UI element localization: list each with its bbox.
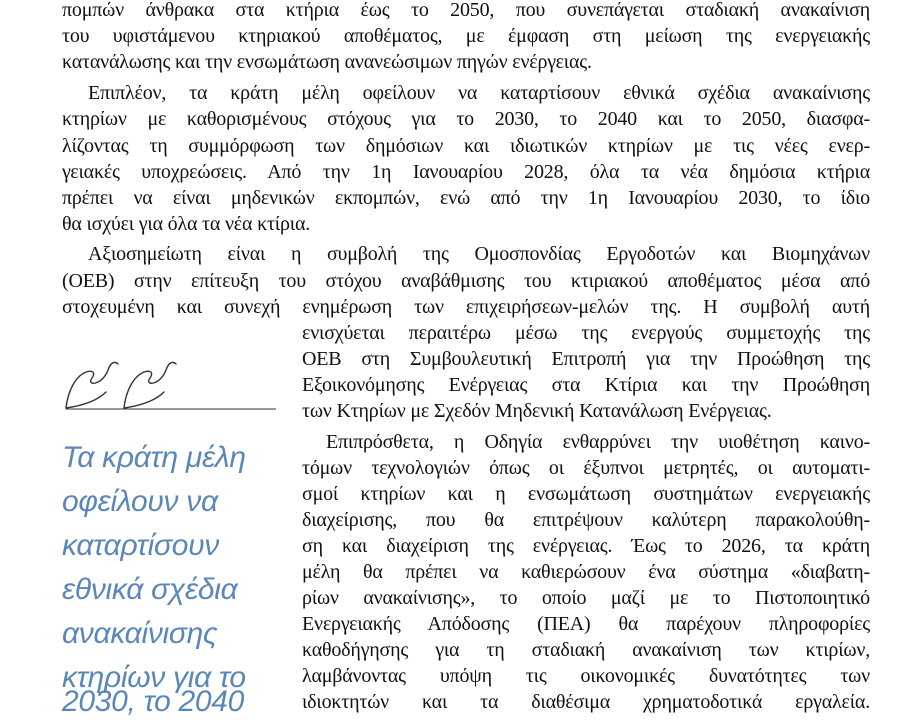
pullquote-line: εθνικά σχέδια bbox=[62, 573, 238, 606]
article-line: πομπών άνθρακα στα κτήρια έως το 2050, που συνεπάγεται σταδιακή ανακαίνιση bbox=[62, 0, 870, 21]
article-line: τόμων τεχνολογιών όπως οι έξυπνοι μετρητές, οι αυτοματι- bbox=[302, 457, 870, 479]
article-line: των Κτηρίων με Σχεδόν Μηδενική Κατανάλωση Ενέργειας. bbox=[302, 400, 772, 422]
article-line: Επιπρόσθετα, η Οδηγία ενθαρρύνει την υιοθέτηση καινο- bbox=[326, 431, 870, 453]
article-line: λαμβάνοντας υπόψη τις οικονομικές δυνατότητες των bbox=[302, 665, 870, 687]
article-line: γειακές υποχρεώσεις. Από την 1η Ιανουαρίου 2028, όλα τα νέα δημόσια κτήρια bbox=[62, 161, 870, 183]
pullquote-line: Τα κράτη μέλη bbox=[62, 441, 246, 474]
article-line: Ενεργειακής Απόδοσης (ΠΕΑ) θα παρέχουν πληροφορίες bbox=[302, 613, 870, 635]
article-line: στοχευμένη και συνεχή ενημέρωση των επιχειρήσεων-μελών της. Η συμβολή αυτή bbox=[62, 296, 870, 318]
pullquote-line: 2030, το 2040 bbox=[62, 685, 245, 718]
article-line: Εξοικονόμησης Ενέργειας στα Κτίρια και την Προώθηση bbox=[302, 374, 870, 396]
article-line: ΟΕΒ στη Συμβουλευτική Επιτροπή για την Προώθηση της bbox=[302, 348, 870, 370]
article-line: διαχείρισης, που θα επιτρέψουν καλύτερη παρακολούθη- bbox=[302, 509, 870, 531]
article-line: κτηρίων με καθορισμένους στόχους για το 2030, το 2040 και το 2050, διασφα- bbox=[62, 108, 870, 130]
article-line: ιδιοκτητών και τα διαθέσιμα χρηματοδοτικά εργαλεία. bbox=[302, 691, 870, 713]
article-line: ενισχύεται περαιτέρω μέσω της ενεργούς συμμετοχής της bbox=[302, 322, 870, 344]
article-line: ρίων ανακαίνισης», το οποίο μαζί με το Πιστοποιητικό bbox=[302, 587, 870, 609]
pullquote-line: καταρτίσουν bbox=[62, 529, 220, 562]
article-line: (ΟΕΒ) στην επίτευξη του στόχου αναβάθμισης του κτιριακού αποθέματος μέσα από bbox=[62, 270, 870, 292]
article-line: μέλη θα πρέπει να καθιερώσουν ένα σύστημα «διαβατη- bbox=[302, 561, 870, 583]
article-line: Αξιοσημείωτη είναι η συμβολή της Ομοσπονδίας Εργοδοτών και Βιομηχάνων bbox=[88, 243, 870, 265]
article-line: καθοδήγησης για τη σταδιακή ανακαίνιση των κτιρίων, bbox=[302, 639, 870, 661]
quote-mark-icon bbox=[62, 352, 278, 414]
article-line: λίζοντας τη συμμόρφωση των δημόσιων και ιδιωτικών κτηρίων με τις νέες ενερ- bbox=[62, 135, 870, 157]
article-line: πρέπει να είναι μηδενικών εκπομπών, ενώ από την 1η Ιανουαρίου 2030, το ίδιο bbox=[62, 187, 870, 209]
article-line: Επιπλέον, τα κράτη μέλη οφείλουν να καταρτίσουν εθνικά σχέδια ανακαίνισης bbox=[88, 82, 870, 104]
article-line: σμοί κτηρίων και η ενσωμάτωση συστημάτων ενεργειακής bbox=[302, 483, 870, 505]
pullquote-line: κτηρίων για το bbox=[62, 661, 246, 694]
article-line: κατανάλωσης και την ενσωμάτωση ανανεώσιμων πηγών ενέργειας. bbox=[62, 51, 592, 73]
pullquote-line: ανακαίνισης bbox=[62, 617, 218, 650]
article-line: ση και διαχείριση της ενέργειας. Έως το 2026, τα κράτη bbox=[302, 535, 870, 557]
article-line: θα ισχύει για όλα τα νέα κτίρια. bbox=[62, 213, 311, 235]
article-line: του υφιστάμενου κτηριακού αποθέματος, με έμφαση στη μείωση της ενεργειακής bbox=[62, 25, 870, 47]
pullquote-line: οφείλουν να bbox=[62, 485, 218, 518]
